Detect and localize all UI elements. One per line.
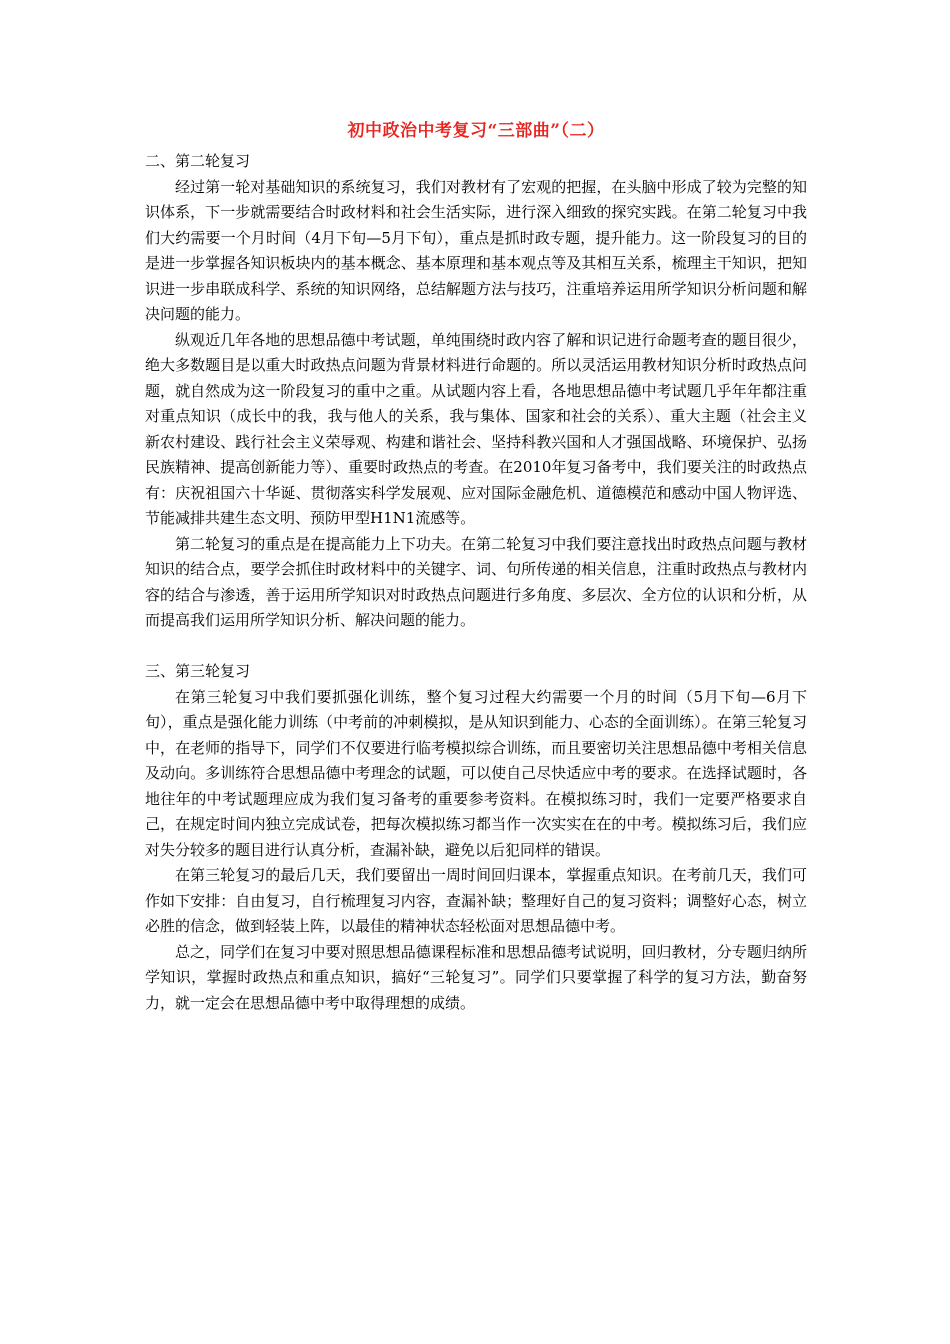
section-heading: 三、第三轮复习 [145, 662, 251, 680]
document-page [145, 119, 807, 1016]
section-second-round [145, 149, 807, 634]
section-heading: 二、第二轮复习 [145, 152, 251, 170]
section-third-round [145, 659, 807, 1016]
body-paragraph: 在第三轮复习中我们要抓强化训练，整个复习过程大约需要一个月的时间（5月下旬—6月下旬），重点是强化能力训练（中考前的冲刺模拟，是从知识到能力、心态的全面训练）。在第三轮复习中，在老师的指导下，同学们不仅要进行临考模拟综合训练，而且要密切关注思想品德中考相关信息及动向。多训练符合思想品德中考理念的试题，可以使自己尽快适应中考的要求。在选择试题时，各地往年的中考试题理应成为我们复习备考的重要参考资料。在模拟练习时，我们一定要严格要求自己，在规定时间内独立完成试卷，把每次模拟练习都当作一次实实在在的中考。模拟练习后，我们应对失分较多的题目进行认真分析，查漏补缺，避免以后犯同样的错误。 [145, 687, 807, 859]
document-title: 初中政治中考复习“三部曲”（二） [347, 121, 605, 141]
body-paragraph: 第二轮复习的重点是在提高能力上下功夫。在第二轮复习中我们要注意找出时政热点问题与教材知识的结合点，要学会抓住时政材料中的关键字、词、句所传递的相关信息，注重时政热点与教材内容的结合与渗透，善于运用所学知识对时政热点问题进行多角度、多层次、全方位的认识和分析，从而提高我们运用所学知识分析、解决问题的能力。 [145, 534, 807, 629]
body-paragraph: 在第三轮复习的最后几天，我们要留出一周时间回归课本，掌握重点知识。在考前几天，我们可作如下安排：自由复习，自行梳理复习内容，查漏补缺；整理好自己的复习资料；调整好心态，树立必胜的信念，做到轻装上阵，以最佳的精神状态轻松面对思想品德中考。 [145, 866, 807, 935]
body-paragraph: 总之，同学们在复习中要对照思想品德课程标准和思想品德考试说明，回归教材，分专题归纳所学知识，掌握时政热点和重点知识，搞好“三轮复习”。同学们只要掌握了科学的复习方法，勤奋努力，就一定会在思想品德中考中取得理想的成绩。 [145, 942, 807, 1012]
section-spacer [145, 634, 807, 660]
body-paragraph: 经过第一轮对基础知识的系统复习，我们对教材有了宏观的把握，在头脑中形成了较为完整的知识体系，下一步就需要结合时政材料和社会生活实际，进行深入细致的探究实践。在第二轮复习中我们大约需要一个月时间（4月下旬—5月下旬），重点是抓时政专题，提升能力。这一阶段复习的目的是进一步掌握各知识板块内的基本概念、基本原理和基本观点等及其相互关系，梳理主干知识，把知识进一步串联成科学、系统的知识网络，总结解题方法与技巧，注重培养运用所学知识分析问题和解决问题的能力。 [145, 177, 807, 323]
body-paragraph: 纵观近几年各地的思想品德中考试题，单纯围绕时政内容了解和识记进行命题考查的题目很少，绝大多数题目是以重大时政热点问题为背景材料进行命题的。所以灵活运用教材知识分析时政热点问题，就自然成为这一阶段复习的重中之重。从试题内容上看，各地思想品德中考试题几乎年年都注重对重点知识（成长中的我，我与他人的关系，我与集体、国家和社会的关系）、重大主题（社会主义新农村建设、践行社会主义荣辱观、构建和谐社会、坚持科教兴国和人才强国战略、环境保护、弘扬民族精神、提高创新能力等）、重要时政热点的考查。在2010年复习备考中，我们要关注的时政热点有：庆祝祖国六十华诞、贯彻落实科学发展观、应对国际金融危机、道德模范和感动中国人物评选、节能减排共建生态文明、预防甲型H1N1流感等。 [145, 330, 807, 527]
